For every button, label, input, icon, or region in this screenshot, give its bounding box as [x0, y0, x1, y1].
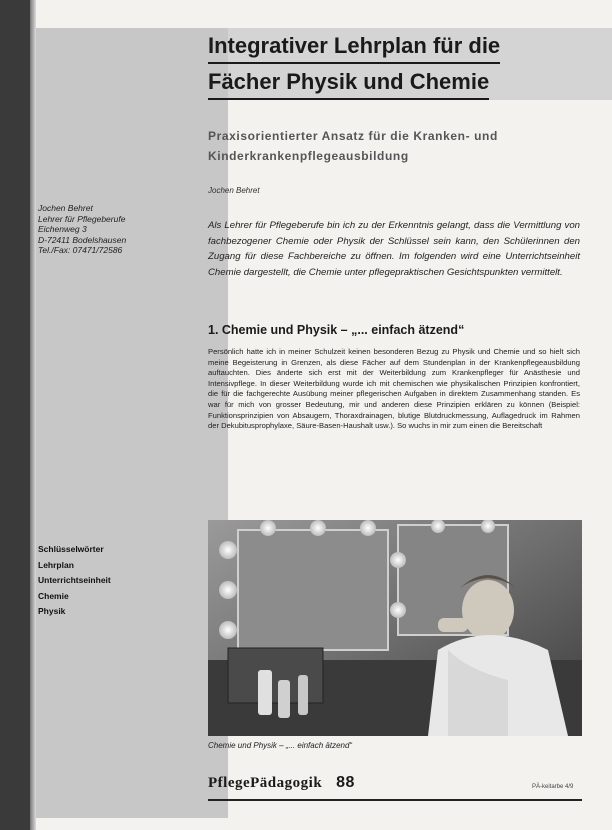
- abstract-text: Als Lehrer für Pflegeberufe bin ich zu der Erkenntnis gelangt, dass die Vermittlung von fachbezogener Chemie oder Physik der Schlüssel sein kann, den Schülerinnen den Zugang für diese Fachbereiche zu öffnen. Im folgenden wird eine Unterrichtseinheit Chemie dargestellt, die Chemie unter pflegepraktischen Gesichtspunkten vermittelt.: [208, 220, 580, 278]
- keyword-item: Schlüsselwörter: [38, 544, 104, 554]
- author-name: Jochen Behret: [208, 186, 260, 195]
- footer-rule: [208, 799, 582, 801]
- journal-brand: [208, 774, 355, 792]
- subtitle-line-2: Kinderkrankenpflegeausbildung: [208, 149, 409, 163]
- page-number: 88: [336, 774, 355, 791]
- section-body: Persönlich hatte ich in meiner Schulzeit keinen besonderen Bezug zu Physik und Chemie und so hielt sich meine Begeisterung in Grenzen, als diese Fächer auf dem Stundenplan in der Krankenpflegeausbildung auftauchten. Dies änderte sich erst mit der Weiterbildung zum Krankenpfleger für Anästhesie und Intensivpflege. In dieser Weiterbildung wurde ich mit chemischen wie physikalischen Prinzipien konfrontiert, die für die fachgerechte Ausübung meiner pflegerischen Aufgaben in direktem Zusammenhang standen. Es war für mich von grosser Bedeutung, mir und anderen diese Prinzipien erklären zu können (Beispiel: Funktionsprinzipien von Absaugern, Thoraxdrainagen, blutige Blutdruckmessung, Auflagedruck im Rahmen der Dekubitusprophylaxe, Säure-Basen-Haushalt usw.). So wuchs in mir zum einen die Bereitschaft: [208, 347, 580, 431]
- address-line: Tel./Fax: 07471/72586: [38, 245, 123, 255]
- article-title: [208, 30, 588, 102]
- address-line: Jochen Behret: [38, 203, 93, 213]
- subtitle-line-1: Praxisorientierter Ansatz für die Kranken- und: [208, 129, 498, 143]
- photo-caption: Chemie und Physik – „... einfach ätzend“: [208, 741, 353, 750]
- section-heading: 1. Chemie und Physik – „... einfach ätzend“: [208, 323, 465, 337]
- address-line: Eichenweg 3: [38, 224, 87, 234]
- photo-illustration: [208, 520, 582, 736]
- title-line-2: Fächer Physik und Chemie: [208, 66, 489, 100]
- keyword-item: Unterrichtseinheit: [38, 575, 111, 585]
- title-line-1: Integrativer Lehrplan für die: [208, 30, 500, 64]
- keyword-item: Physik: [38, 606, 66, 616]
- address-line: Lehrer für Pflegeberufe: [38, 213, 126, 224]
- article-subtitle: [208, 126, 588, 166]
- address-line: D-72411 Bodelshausen: [38, 234, 127, 245]
- keyword-item: Lehrplan: [38, 559, 74, 570]
- author-address: [38, 203, 198, 256]
- sidebar-column: [36, 28, 228, 818]
- issue-reference: PÄ-keitarbe 4/9: [532, 784, 574, 790]
- article-photo: [208, 520, 582, 736]
- keywords-list: [38, 542, 111, 620]
- keyword-item: Chemie: [38, 590, 69, 601]
- journal-name: PflegePädagogik: [208, 775, 323, 791]
